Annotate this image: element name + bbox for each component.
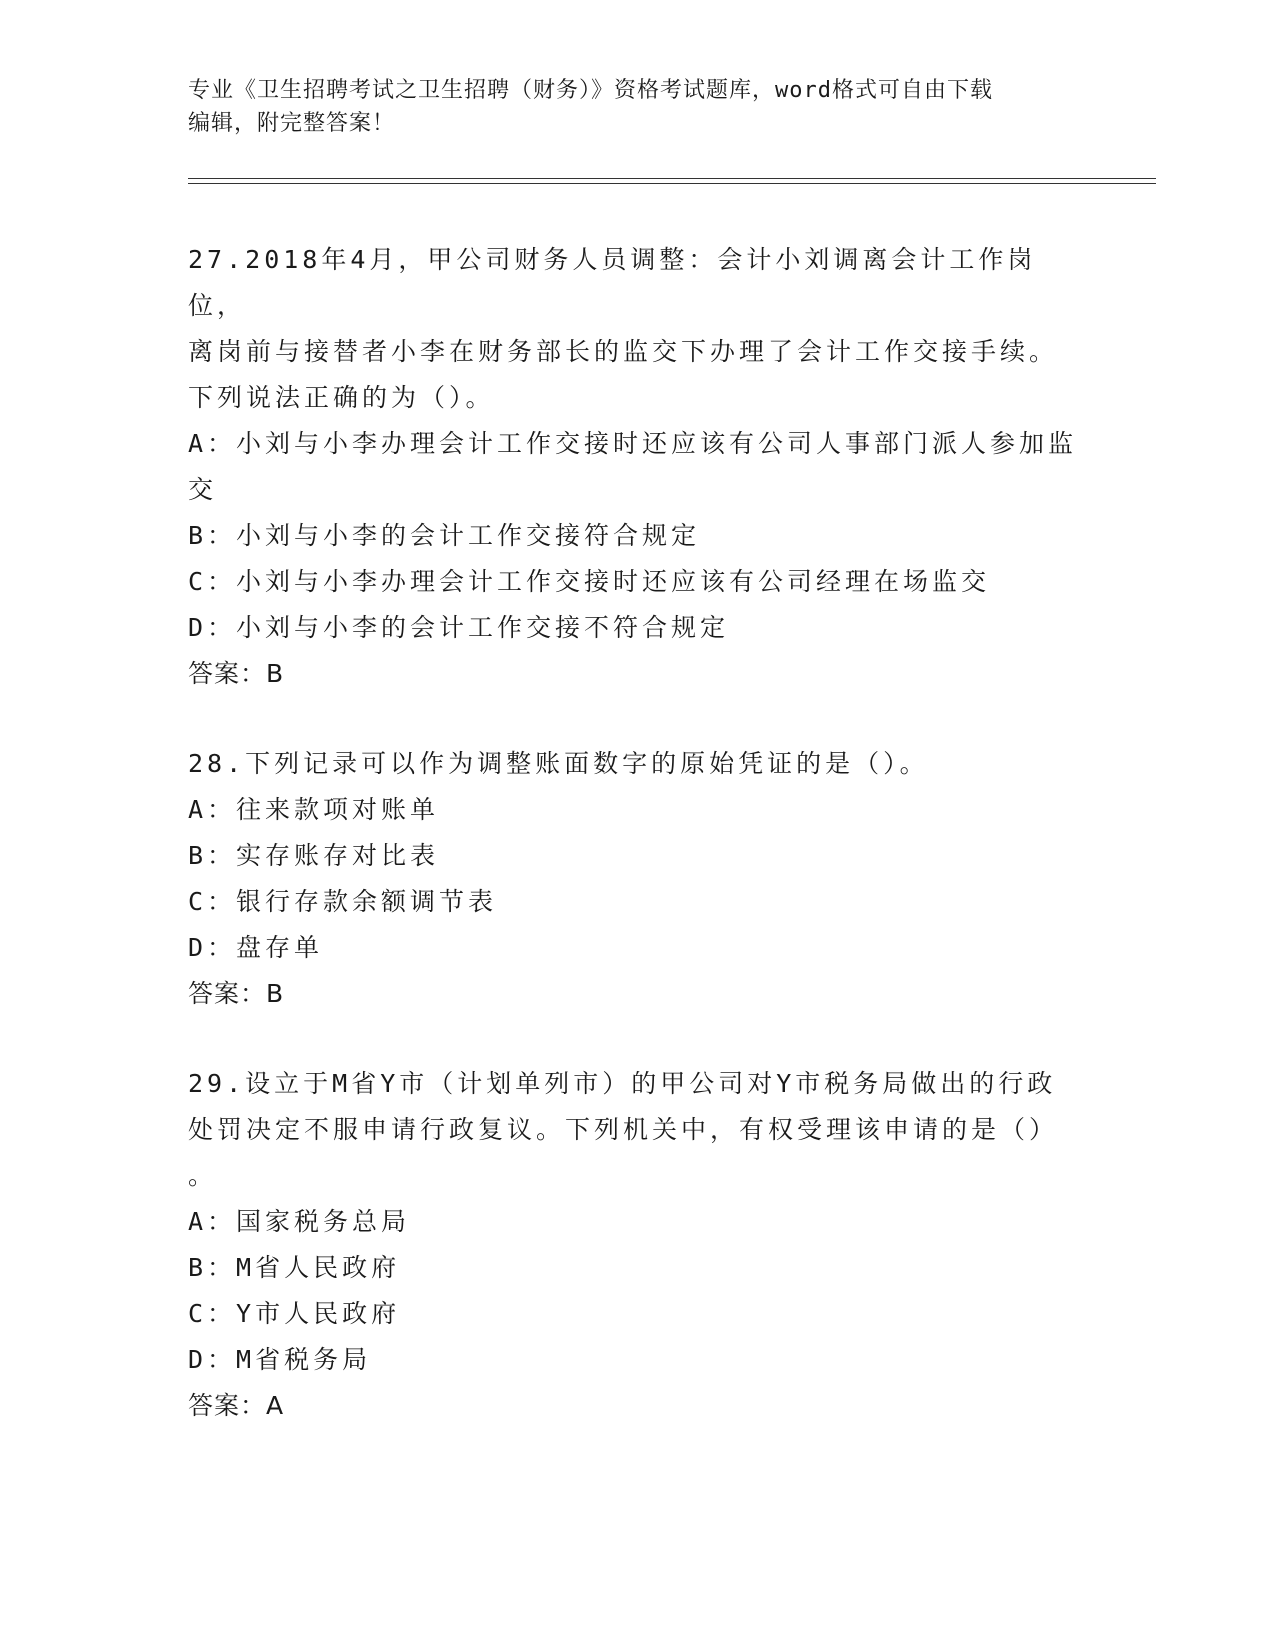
header-divider-top <box>188 178 1156 179</box>
question-stem-line: 。 <box>188 1161 218 1190</box>
option-d: D：小刘与小李的会计工作交接不符合规定 <box>188 613 730 642</box>
option-a: A：往来款项对账单 <box>188 795 440 824</box>
header-line-2: 编辑，附完整答案！ <box>188 111 396 136</box>
question-28 <box>188 741 1088 1017</box>
option-d: D：盘存单 <box>188 933 324 962</box>
option-d: D：M省税务局 <box>188 1345 372 1374</box>
option-b: B：小刘与小李的会计工作交接符合规定 <box>188 521 701 550</box>
option-c: C：银行存款余额调节表 <box>188 887 498 916</box>
question-stem-line: 29.设立于M省Y市（计划单列市）的甲公司对Y市税务局做出的行政 <box>188 1069 1057 1098</box>
option-a-continued: 交 <box>188 475 218 504</box>
question-stem-line: 27.2018年4月，甲公司财务人员调整：会计小刘调离会计工作岗位， <box>188 245 1037 320</box>
answer-label: 答案：A <box>188 1391 285 1420</box>
question-list <box>188 237 1088 1473</box>
document-header <box>188 74 1088 140</box>
answer-label: 答案：B <box>188 979 285 1008</box>
option-a: A：国家税务总局 <box>188 1207 411 1236</box>
option-c: C：小刘与小李办理会计工作交接时还应该有公司经理在场监交 <box>188 567 991 596</box>
question-stem-line: 处罚决定不服申请行政复议。下列机关中，有权受理该申请的是（） <box>188 1115 1059 1144</box>
header-line-1: 专业《卫生招聘考试之卫生招聘（财务）》资格考试题库，word格式可自由下载 <box>188 78 993 103</box>
question-27 <box>188 237 1088 697</box>
option-a: A：小刘与小李办理会计工作交接时还应该有公司人事部门派人参加监 <box>188 429 1078 458</box>
header-divider-bottom <box>188 183 1156 184</box>
option-c: C：Y市人民政府 <box>188 1299 401 1328</box>
question-stem-line: 28.下列记录可以作为调整账面数字的原始凭证的是（）。 <box>188 749 929 778</box>
question-29 <box>188 1061 1088 1429</box>
question-stem-line: 下列说法正确的为（）。 <box>188 383 495 412</box>
option-b: B：实存账存对比表 <box>188 841 440 870</box>
answer-label: 答案：B <box>188 659 285 688</box>
option-b: B：M省人民政府 <box>188 1253 401 1282</box>
question-stem-line: 离岗前与接替者小李在财务部长的监交下办理了会计工作交接手续。 <box>188 337 1059 366</box>
